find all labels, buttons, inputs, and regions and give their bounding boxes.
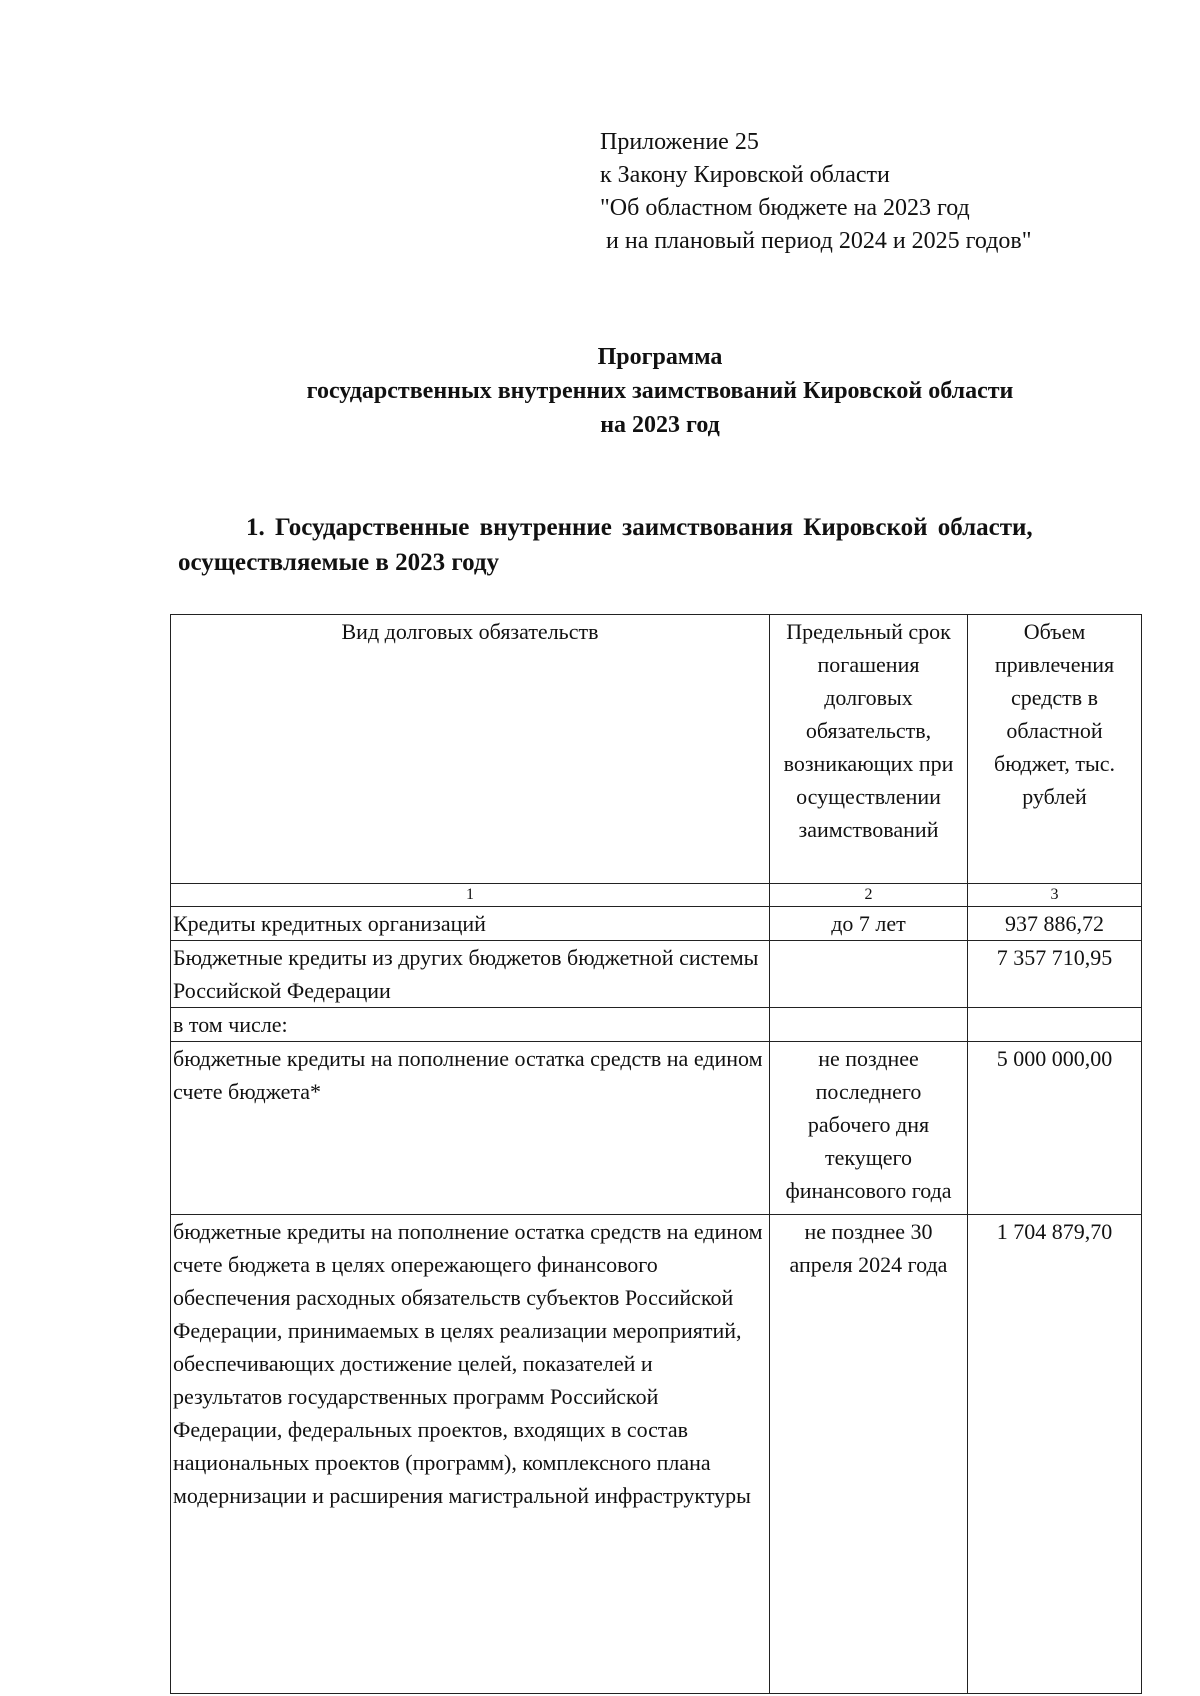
row-term: не позднее последнего рабочего дня текущего финансового года [770,1042,968,1215]
table-row [171,1008,1142,1042]
row-debt-type: Кредиты кредитных организаций [171,907,770,941]
table-row [171,1215,1142,1694]
row-debt-type: бюджетные кредиты на пополнение остатка средств на едином счете бюджета в целях опережающего финансового обеспечения расходных обязательств субъектов Российской Федерации, принимаемых в целях реализации мероприятий, обеспечивающих достижение целей, показателей и результатов государственных программ Российской Федерации, федеральных проектов, входящих в состав национальных проектов (программ), комплексного плана модернизации и расширения магистральной инфраструктуры [171,1215,770,1694]
row-amount: 937 886,72 [968,907,1142,941]
row-term: до 7 лет [770,907,968,941]
document-title [0,340,1200,442]
table-row [171,1042,1142,1215]
section-heading [178,510,1138,580]
row-term [770,941,968,1008]
row-amount: 1 704 879,70 [968,1215,1142,1694]
title-line: на 2023 год [600,412,720,438]
header-repayment-term: Предельный срок погашения долговых обязательств, возникающих при осуществлении заимствований [770,615,968,884]
row-amount [968,1008,1142,1042]
row-term [770,1008,968,1042]
borrowings-table [170,614,1142,1694]
row-amount: 5 000 000,00 [968,1042,1142,1215]
title-line: Программа [597,344,723,370]
appendix-line: "Об областном бюджете на 2023 год [600,195,970,221]
column-number-row [171,884,1142,907]
appendix-line: и на плановый период 2024 и 2025 годов" [606,228,1032,254]
section-heading-line: осуществляемые в 2023 году [178,549,500,576]
column-number: 1 [171,884,770,907]
appendix-note [600,126,1032,258]
row-amount: 7 357 710,95 [968,941,1142,1008]
header-amount: Объем привлечения средств в областной бюджет, тыс. рублей [968,615,1142,884]
appendix-line: Приложение 25 [600,129,759,155]
table-row [171,941,1142,1008]
header-debt-type: Вид долговых обязательств [171,615,770,884]
appendix-line: к Закону Кировской области [600,162,890,188]
title-line: государственных внутренних заимствований Кировской области [306,378,1014,404]
row-debt-type: в том числе: [171,1008,770,1042]
row-debt-type: Бюджетные кредиты из других бюджетов бюджетной системы Российской Федерации [171,941,770,1008]
table-row [171,907,1142,941]
row-term: не позднее 30 апреля 2024 года [770,1215,968,1694]
table-header-row [171,615,1142,884]
column-number: 2 [770,884,968,907]
column-number: 3 [968,884,1142,907]
row-debt-type: бюджетные кредиты на пополнение остатка средств на едином счете бюджета* [171,1042,770,1215]
section-heading-line: 1. Государственные внутренние заимствования Кировской области, [246,514,1033,541]
